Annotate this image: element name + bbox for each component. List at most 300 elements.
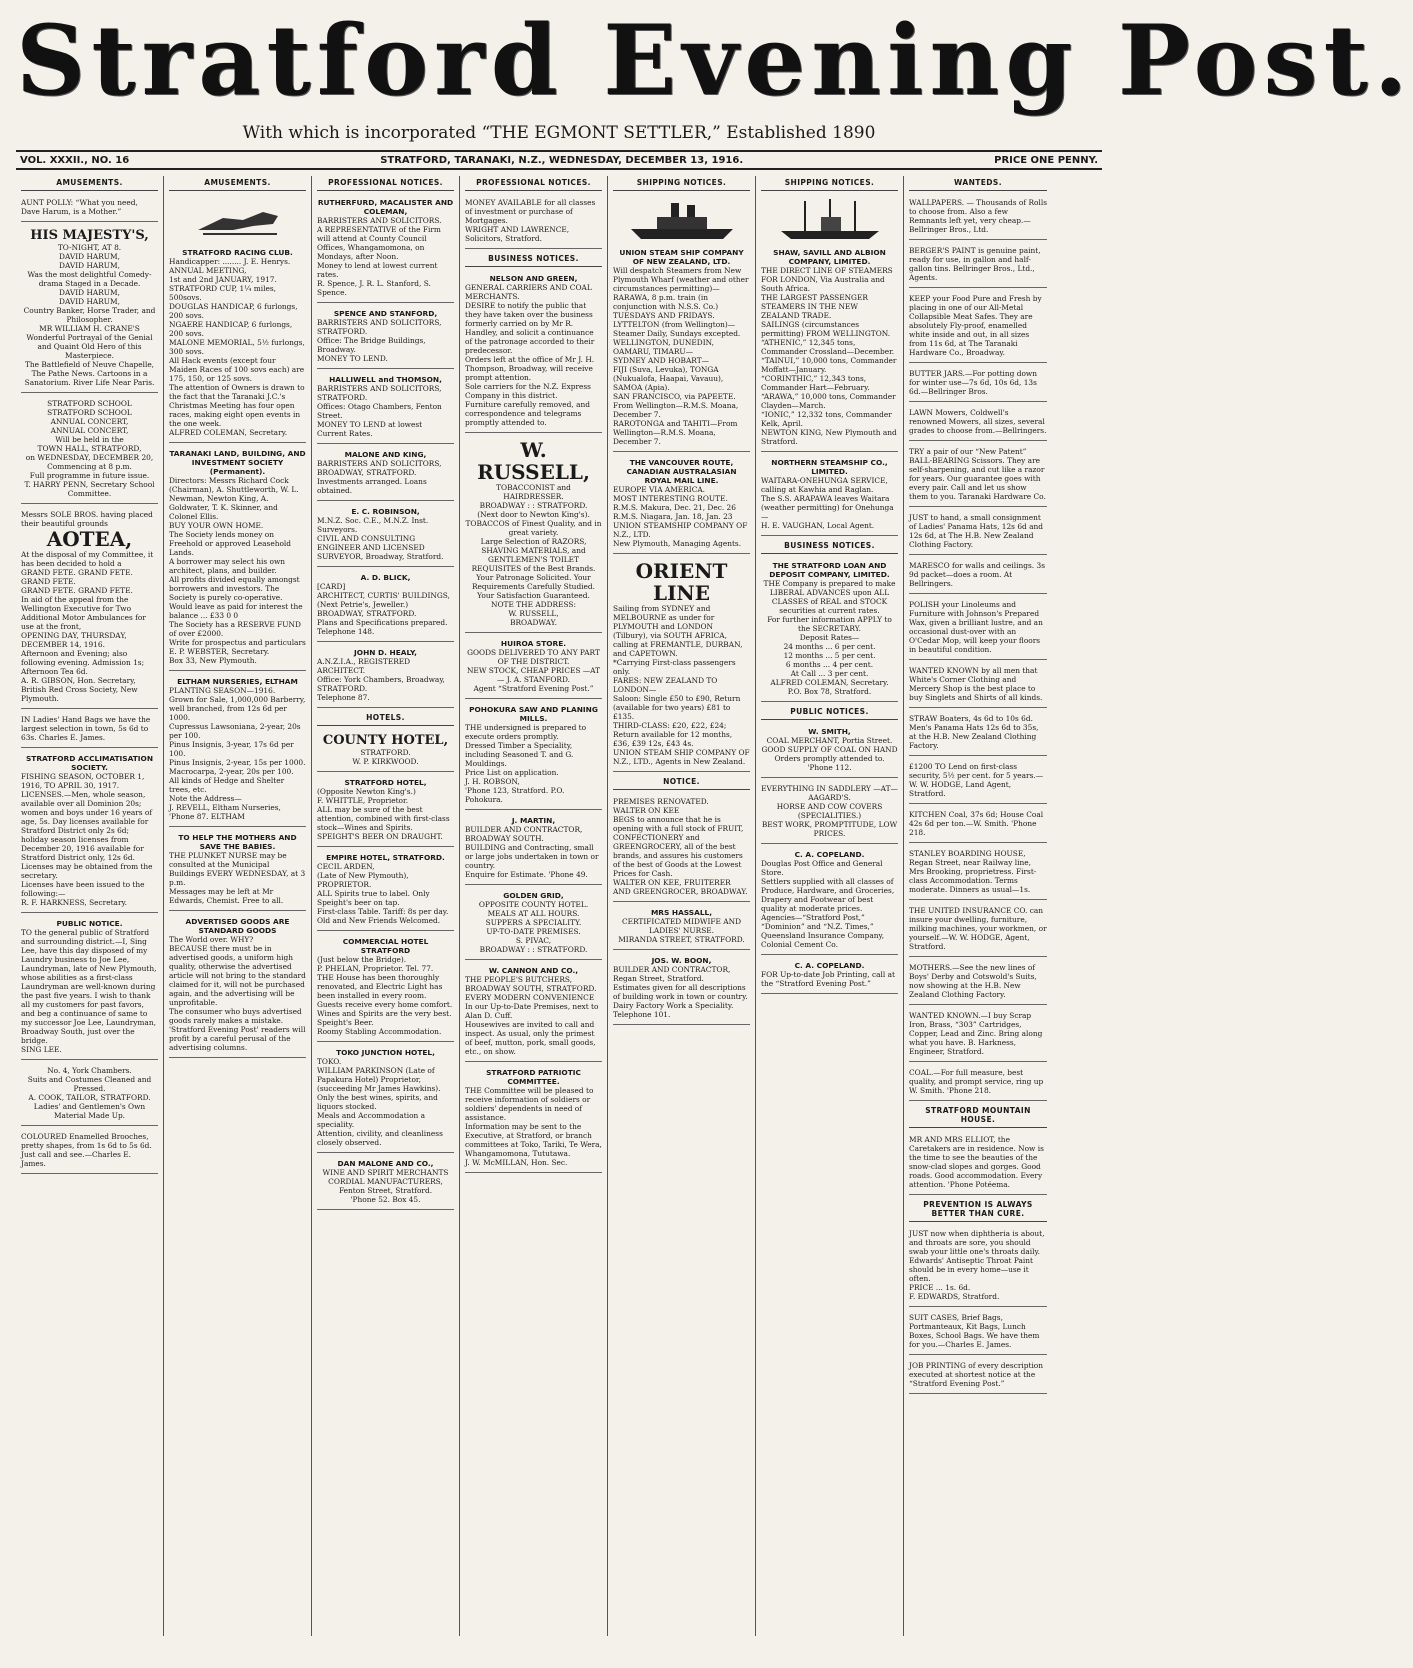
ad-body: [317, 787, 454, 841]
ad-line: Office: York Chambers, Broadway, STRATFORD.: [317, 675, 445, 693]
ad-line: (Next door to Newton King's).: [477, 510, 590, 519]
wanted-ad: LAWN Mowers, Coldwell's renowned Mowers, all sizes, several grades to choose from.—Bellringers.: [909, 405, 1047, 441]
ad-line: LICENSES.—Men, whole season, available over all Dominion 20s; women and boys under 16 years of age, 5s. Day licenses available for Stratford District only 2s 6d; holiday season licenses from December 20, 1916 available for Stratford District only, 12s 6d. Licenses may be obtained from the secretary.: [21, 790, 153, 880]
ad-line: OPENING DAY, THURSDAY, DECEMBER 14, 1916.: [21, 631, 127, 649]
ad-line: BEGS to announce that he is opening with a full stock of FRUIT, CONFECTIONERY and GREENGROCERY, all of the best brands, and assures his customers of the best of Goods at the Lowest Prices for Cash.: [613, 815, 744, 878]
ad-line: Country Banker, Horse Trader, and Philosopher.: [23, 306, 156, 324]
section-header: SHIPPING NOTICES.: [761, 176, 898, 191]
section-header: PREVENTION IS ALWAYS BETTER THAN CURE.: [909, 1198, 1047, 1222]
ad-line: DAVID HARUM,: [59, 261, 120, 270]
ad-line: ANNUAL CONCERT,: [50, 417, 129, 426]
ad-line: TOWN HALL, STRATFORD,: [37, 444, 142, 453]
ad-line: FIJI (Suva, Levuka), TONGA (Nukualofa, Haapai, Vavauu), SAMOA (Apia).: [613, 365, 724, 392]
ad-line: MONEY TO LEND.: [317, 354, 388, 363]
ad-body: [613, 965, 750, 1019]
ad-line: R.M.S. Makura, Dec. 21, Dec. 26: [613, 503, 736, 512]
section-header: BUSINESS NOTICES.: [761, 539, 898, 554]
ad-line: Dairy Factory Work a Speciality. Telephone 101.: [613, 1001, 734, 1019]
ad-line: GENERAL CARRIERS AND COAL MERCHANTS.: [465, 283, 592, 301]
ad-line: BROADWAY : : STRATFORD.: [479, 945, 588, 954]
ad-line: Note the Address—: [169, 794, 242, 803]
ad-line: 'Phone 87. ELTHAM: [169, 812, 245, 821]
ad-title: A. D. BLICK,: [360, 573, 411, 582]
ad-line: Agent “Stratford Evening Post.”: [473, 684, 594, 693]
ad-line: (Late of New Plymouth), PROPRIETOR.: [317, 871, 409, 889]
ad-spence-stanford: [317, 306, 454, 369]
ad-line: H. E. VAUGHAN, Local Agent.: [761, 521, 875, 530]
ad-line: At the disposal of my Committee, it has been decided to hold a: [21, 550, 154, 568]
ad-line: THIRD-CLASS: £20, £22, £24; Return available for 12 months, £36, £39 12s, £43 4s.: [613, 721, 733, 748]
ad-line: SPEIGHT'S BEER ON DRAUGHT.: [317, 832, 443, 841]
ad-line: The S.S. ARAPAWA leaves Waitara (weather permitting) for Onehunga—: [761, 494, 894, 521]
sailing-ship-icon: [761, 195, 898, 245]
ad-hassall: [613, 905, 750, 950]
ad-line: P.O. Box 78, Stratford.: [787, 687, 872, 696]
ad-line: BUY YOUR OWN HOME.: [169, 521, 264, 530]
ad-line: DAVID HARUM,: [59, 252, 120, 261]
wanted-items: [909, 195, 1047, 1101]
ad-line: Messages may be left at Mr Edwards, Chemist. Free to all.: [169, 887, 284, 905]
ad-intro: [21, 510, 158, 528]
ad-line: All Hack events (except four Maiden Races of 100 sovs each) are 175, 150, or 125 sovs.: [169, 356, 305, 383]
ad-line: 1st and 2nd JANUARY, 1917.: [169, 275, 277, 284]
ad-tailor: [21, 1063, 158, 1126]
ad-line: GRAND FETE.: [21, 577, 76, 586]
wanted-ad: BERGER'S PAINT is genuine paint, ready for use, in gallon and half-gallon tins. Bellringer Bros., Ltd., Agents.: [909, 243, 1047, 288]
ad-line: STRATFORD CUP, 1¼ miles, 500sovs.: [169, 284, 276, 302]
ad-title: STRATFORD RACING CLUB.: [182, 248, 293, 257]
ad-line: TUESDAYS AND FRIDAYS.: [613, 311, 715, 320]
ad-public-notice: [21, 916, 158, 1060]
ad-line: A. R. GIBSON, Hon. Secretary, British Red Cross Society, New Plymouth.: [21, 676, 138, 703]
wanted-ad: WALLPAPERS. — Thousands of Rolls to choose from. Also a few Remnants left yet, very cheap.—Bellringer Bros., Ltd.: [909, 195, 1047, 240]
section-header: BUSINESS NOTICES.: [465, 252, 602, 267]
ad-body: [317, 1168, 454, 1204]
ad-body: [317, 955, 454, 1036]
ad-body: [761, 476, 898, 530]
ad-line: WRIGHT AND LAWRENCE, Solicitors, Stratford.: [465, 225, 570, 243]
section-header: SHIPPING NOTICES.: [613, 176, 750, 191]
ad-line: AUNT POLLY: “What you need, Dave Harum, is a Mother.”: [21, 198, 138, 216]
ad-title: THE STRATFORD LOAN AND DEPOSIT COMPANY, LIMITED.: [769, 561, 890, 579]
ad-line: The Battlefield of Neuve Chapelle, The Pathe News. Cartoons in a Sanatorium. River Life Near Paris.: [24, 360, 155, 387]
ad-line: THE House has been thoroughly renovated, and Electric Light has been installed in every room. Guests receive every home comfort.: [317, 973, 453, 1009]
ad-line: *Carrying First-class passengers only.: [613, 658, 736, 676]
column-1: [16, 176, 164, 1636]
column-6: [756, 176, 904, 1636]
wanted-ad: TRY a pair of our “New Patent” BALL-BEARING Scissors. They are self-sharpening, and cut like a razor for years. Our guarantee goes with every pair. Call and let us show them to you. Taranaki Hardware Co.: [909, 444, 1047, 507]
ad-line: BECAUSE there must be in advertised goods, a uniform high quality, otherwise the advertised article will not bring to the standard claimed for it, will not be purchased again, and the advertising will be unprofitable.: [169, 944, 306, 1007]
ad-line: Pinus Insignis, 2-year, 15s per 1000.: [169, 758, 306, 767]
ad-title: DAN MALONE AND CO.,: [337, 1159, 434, 1168]
ad-line: THE Company is prepared to make: [763, 579, 896, 588]
ad-title: POHOKURA SAW AND PLANING MILLS.: [469, 705, 598, 723]
ad-line: The attention of Owners is drawn to the fact that the Taranaki J.C.'s Christmas Meeting has four open races, making eight open events in the one week.: [169, 383, 305, 428]
ad-title: ADVERTISED GOODS ARE STANDARD GOODS: [185, 917, 290, 935]
ad-line: THE DIRECT LINE OF STEAMERS FOR LONDON, Via Australia and South Africa.: [761, 266, 893, 293]
ad-line: UNION STEAMSHIP COMPANY OF N.Z., LTD.: [613, 521, 748, 539]
wanted-ad: £1200 TO Lend on first-class security, 5½ per cent. for 5 years.—W. W. HODGE, Land Agent, Stratford.: [909, 759, 1047, 804]
ad-title: THE VANCOUVER ROUTE, CANADIAN AUSTRALASIAN ROYAL MAIL LINE.: [626, 458, 737, 485]
ad-county-hotel: [317, 730, 454, 772]
ad-line: A borrower may select his own architect, plans, and builder.: [169, 557, 286, 575]
ad-line: Would leave as paid for interest the balance ... £33 0 0: [169, 602, 303, 620]
ad-line: “TAINUI,” 10,000 tons, Commander Moffatt—January.: [761, 356, 897, 374]
ad-line: WAITARA-ONEHUNGA SERVICE, calling at Kawhia and Raglan.: [761, 476, 888, 494]
ad-title: TO HELP THE MOTHERS AND SAVE THE BABIES.: [178, 833, 297, 851]
ad-line: BUILDER AND CONTRACTOR, Regan Street, Stratford.: [613, 965, 731, 983]
ad-line: Offices: Otago Chambers, Fenton Street.: [317, 402, 442, 420]
ad-title: C. A. COPELAND.: [794, 850, 865, 859]
ad-line: DESIRE to notify the public that they have taken over the business formerly carried on by Mr R. Handley, and solicit a continuance of the patronage accorded to their predecessor.: [465, 301, 595, 355]
ad-line: No. 4, York Chambers.: [47, 1066, 132, 1075]
ad-line: FOR Up-to-date Job Printing, call at the “Stratford Evening Post.”: [761, 970, 895, 988]
ad-body: [317, 657, 454, 702]
ad-his-majestys: [21, 225, 158, 393]
ad-line: First-class Table. Tariff: 8s per day. Old and New Friends Welcomed.: [317, 907, 449, 925]
ad-body: [21, 772, 158, 907]
wanted-ad: STANLEY BOARDING HOUSE, Regan Street, near Railway line, Mrs Brooking, proprietress. First-class Accommodation. Terms moderate. Dinners as usual—1s.: [909, 846, 1047, 900]
ad-boon: [613, 953, 750, 1025]
ad-line: Sailing from SYDNEY and MELBOURNE as under for PLYMOUTH and LONDON (Tilbury), via SOUTH AFRICA, calling at FREMANTLE, DURBAN, and CAPETOWN.: [613, 604, 743, 658]
ad-body: [169, 476, 306, 665]
ad-title: STRATFORD ACCLIMATISATION SOCIETY.: [25, 754, 154, 772]
ad-line: Licenses have been issued to the following:—: [21, 880, 145, 898]
ad-line: Agencies—“Stratford Post,” “Dominion” and “N.Z. Times,” Queensland Insurance Company, Colonial Cement Co.: [761, 913, 885, 949]
ad-big-title: AOTEA,: [46, 527, 133, 551]
ad-title: COMMERCIAL HOTEL STRATFORD: [342, 937, 429, 955]
ad-line: PREMISES RENOVATED.: [613, 797, 709, 806]
ad-job-printing: [761, 958, 898, 994]
ad-racing-club: [169, 245, 306, 443]
ad-line: ARCHITECT, CURTIS' BUILDINGS, (Next Petrie's, Jeweller.) BROADWAY, STRATFORD.: [317, 591, 450, 618]
ad-line: J. REVELL, Eltham Nurseries,: [169, 803, 281, 812]
ad-line: Commencing at 8 p.m.: [47, 462, 132, 471]
ad-blick: [317, 570, 454, 642]
column-2: [164, 176, 312, 1636]
ad-title: NORTHERN STEAMSHIP CO., LIMITED.: [771, 458, 888, 476]
section-header: NOTICE.: [613, 775, 750, 790]
ad-line: Full programme in future issue.: [29, 471, 150, 480]
wanted-ad: WANTED KNOWN by all men that White's Corner Clothing and Mercery Shop is the best place to buy Singlets and Shirts of all kinds.: [909, 663, 1047, 708]
ad-line: 24 months ... 6 per cent.: [783, 642, 876, 651]
ad-line: HORSE AND COW COVERS (SPECIALITIES.): [776, 802, 883, 820]
ad-line: THE Committee will be pleased to receive information of soldiers or soldiers' dependents in need of assistance.: [465, 1086, 594, 1122]
ad-diphtheria: [909, 1226, 1047, 1307]
ad-line: BUILDER AND CONTRACTOR, BROADWAY SOUTH.: [465, 825, 583, 843]
ad-brooches: [21, 1129, 158, 1174]
ad-line: MR AND MRS ELLIOT, the Caretakers are in residence. Now is the time to see the beauties of the snow-clad slopes and gorges. Good roads. Good accommodation. Every attention. 'Phone Potéema.: [909, 1135, 1044, 1189]
ad-line: 'Phone 123, Stratford. P.O. Pohokura.: [465, 786, 565, 804]
ad-line: Estimates given for all descriptions of building work in town or country.: [613, 983, 748, 1001]
ad-line: EUROPE VIA AMERICA.: [613, 485, 706, 494]
ad-line: Orders promptly attended to.: [774, 754, 885, 763]
ad-line: “ARAWA,” 10,000 tons, Commander Clayden—March.: [761, 392, 896, 410]
ad-line: Housewives are invited to call and inspect. As usual, only the primest of beef, mutton, pork, small goods, etc., on show.: [465, 1020, 596, 1056]
ad-line: A. COOK, TAILOR, STRATFORD.: [28, 1093, 151, 1102]
ad-line: Money to lend at lowest current rates.: [317, 261, 438, 279]
ad-body: [317, 516, 454, 561]
column-5: [608, 176, 756, 1636]
ad-malone-king: [317, 447, 454, 501]
ad-line: BROADWAY : : STRATFORD.: [479, 501, 588, 510]
ad-acclimatisation: [21, 751, 158, 913]
ad-line: 6 months ... 4 per cent.: [785, 660, 874, 669]
ad-rutherfurd: [317, 195, 454, 303]
ad-line: MIRANDA STREET, STRATFORD.: [618, 935, 745, 944]
ad-big-title: ORIENT LINE: [635, 559, 728, 605]
ad-title: STRATFORD HOTEL,: [344, 778, 427, 787]
ad-line: [CARD]: [317, 582, 346, 591]
ad-mountain-house: [909, 1132, 1047, 1195]
ad-line: GRAND FETE. GRAND FETE.: [21, 568, 133, 577]
ad-line: Box 33, New Plymouth.: [169, 656, 257, 665]
ad-line: Was the most delightful Comedy-drama Staged in a Decade.: [27, 270, 152, 288]
ad-line: Plans and Specifications prepared. Telephone 148.: [317, 618, 448, 636]
ad-line: In aid of the appeal from the Wellington Executive for Two Additional Motor Ambulances for use at the front,: [21, 595, 146, 631]
ad-line: The World over. WHY?: [169, 935, 254, 944]
ad-line: Price List on application.: [465, 768, 559, 777]
section-header: AMUSEMENTS.: [21, 176, 158, 191]
ad-title: HIS MAJESTY'S,: [30, 228, 149, 243]
ad-line: T. HARRY PENN, Secretary School Committee.: [24, 480, 155, 498]
ad-line: Dressed Timber a Speciality, including Seasoned T. and G. Mouldings.: [465, 741, 574, 768]
ad-line: Deposit Rates—: [799, 633, 860, 642]
wanted-ad: THE UNITED INSURANCE CO. can insure your dwelling, furniture, milking machines, your workmen, or yourself.—W. W. HODGE, Agent, Stratford.: [909, 903, 1047, 957]
wanted-ad: MOTHERS.—See the new lines of Boys' Derby and Cotswold's Suits, now showing at the H.B. New Zealand Clothing Factory.: [909, 960, 1047, 1005]
ad-title: RUTHERFURD, MACALISTER AND COLEMAN,: [317, 198, 454, 216]
ad-line: New Plymouth, Managing Agents.: [613, 539, 742, 548]
ad-line: MALONE MEMORIAL, 5½ furlongs, 300 sovs.: [169, 338, 305, 356]
ad-line: For further information APPLY to the SECRETARY.: [767, 615, 892, 633]
ad-big-title: W. RUSSELL,: [477, 438, 590, 484]
ad-line: ALL Spirits true to label. Only Speight's beer on tap.: [317, 889, 430, 907]
ad-line: THE PEOPLE'S BUTCHERS,: [465, 975, 573, 984]
ad-dan-malone: [317, 1156, 454, 1210]
ad-golden-grid: [465, 888, 602, 960]
ad-w-smith: [761, 724, 898, 778]
ad-aunt-polly: [21, 195, 158, 222]
wanted-items-2: [909, 1310, 1047, 1394]
ad-line: TOKO.: [317, 1057, 342, 1066]
ad-line: RAROTONGA and TAHITI—From Wellington—R.M.S. Moana, December 7.: [613, 419, 738, 446]
ad-line: Pinus Insignis, 3-year, 17s 6d per 100.: [169, 740, 294, 758]
ad-body: [21, 550, 158, 703]
ad-title: TARANAKI LAND, BUILDING, AND INVESTMENT SOCIETY (Permanent).: [169, 449, 306, 476]
ad-title: JOS. W. BOON,: [651, 956, 712, 965]
ad-line: BUILDING and Contracting, small or large jobs undertaken in town or country.: [465, 843, 599, 870]
folio-line: [16, 150, 1102, 170]
columns: [16, 176, 1102, 1636]
ad-title: W. SMITH,: [808, 727, 851, 736]
ad-line: BROADWAY.: [510, 618, 557, 627]
ad-martin: [465, 813, 602, 885]
ad-line: Cupressus Lawsoniana, 2-year, 20s per 100.: [169, 722, 301, 740]
steamship-icon: [613, 195, 750, 245]
ad-line: THE LARGEST PASSENGER STEAMERS IN THE NEW ZEALAND TRADE.: [761, 293, 868, 320]
ad-line: Edwards' Antiseptic Throat Paint should be in every home—use it often.: [909, 1256, 1033, 1283]
section-header: HOTELS.: [317, 711, 454, 726]
ad-line: STRATFORD SCHOOL: [47, 408, 132, 417]
ad-body: [613, 917, 750, 944]
ad-nelson-green: [465, 271, 602, 433]
wanted-ad: STRAW Boaters, 4s 6d to 10s 6d. Men's Panama Hats 12s 6d to 35s, at the H.B. New Zealand Clothing Factory.: [909, 711, 1047, 756]
ad-body: [465, 825, 602, 879]
ad-loan-deposit: [761, 558, 898, 702]
ad-line: Will despatch Steamers from New Plymouth Wharf (weather and other circumstances permitting)—: [613, 266, 749, 293]
ad-body: [761, 859, 898, 949]
ad-empire-hotel: [317, 850, 454, 931]
wanted-ad: JOB PRINTING of every description executed at shortest notice at the “Stratford Evening Post.”: [909, 1358, 1047, 1394]
ad-healy: [317, 645, 454, 708]
ad-line: ALL may be sure of the best attention, combined with first-class stock—Wines and Spirits.: [317, 805, 450, 832]
ad-title: GOLDEN GRID,: [503, 891, 564, 900]
ad-line: The Society has a RESERVE FUND of over £2000.: [169, 620, 301, 638]
wanted-ad: COAL.—For full measure, best quality, and prompt service, ring up W. Smith. 'Phone 218.: [909, 1065, 1047, 1101]
section-header: STRATFORD MOUNTAIN HOUSE.: [909, 1104, 1047, 1128]
ad-line: A REPRESENTATIVE of the Firm will attend at County Council Offices, Whangamomona, on Mondays, after Noon.: [317, 225, 441, 261]
ad-line: ALFRED COLEMAN, Secretary.: [169, 428, 288, 437]
ad-union-steam-ship: [613, 245, 750, 452]
section-header: AMUSEMENTS.: [169, 176, 306, 191]
wanted-ad: BUTTER JARS.—For potting down for winter use—7s 6d, 10s 6d, 13s 6d.—Bellringer Bros.: [909, 366, 1047, 402]
ad-line: “IONIC,” 12,332 tons, Commander Kelk, April.: [761, 410, 892, 428]
section-header: PROFESSIONAL NOTICES.: [317, 176, 454, 191]
ad-line: ANNUAL CONCERT,: [50, 426, 129, 435]
wanted-ad: SUIT CASES, Brief Bags, Portmanteaux, Kit Bags, Lunch Boxes, School Bags. We have them for you.—Charles E. James.: [909, 1310, 1047, 1355]
ad-line: CECIL ARDEN,: [317, 862, 375, 871]
ad-title: SHAW, SAVILL AND ALBION COMPANY, LIMITED.: [773, 248, 886, 266]
incorporation-line: With which is incorporated “THE EGMONT SETTLER,” Established 1890: [242, 123, 876, 143]
ad-line: RARAWA, 8 p.m. train (in conjunction with N.S.S. Co.): [613, 293, 719, 311]
ad-title: C. A. COPELAND.: [794, 961, 865, 970]
column-4: [460, 176, 608, 1636]
ad-aotea-fete: [21, 507, 158, 709]
ad-pohokura-mills: [465, 702, 602, 810]
ad-line: Office: The Bridge Buildings, Broadway.: [317, 336, 426, 354]
ad-line: MR WILLIAM H. CRANE'S Wonderful Portrayal of the Genial and Quaint Old Hero of this Masterpiece.: [26, 324, 153, 360]
masthead-title: Stratford Evening Post.: [16, 4, 1413, 117]
ad-body: [21, 928, 158, 1054]
ad-line: S. PIVAC,: [515, 936, 552, 945]
ad-line: TOBACCOS of Finest Quality, and in great variety.: [465, 519, 602, 537]
ad-body: [761, 736, 898, 772]
ad-line: STRATFORD.: [360, 748, 411, 757]
ad-line: TO the general public of Stratford and surrounding district.—I, Sing Lee, have this day disposed of my Laundry business to Joe Lee, Laundryman, late of New Plymouth, whose abilities as a first-class Laundryman are well-known during the past five years. I wish to thank all my customers for past favors, and beg a continuance of same to my successor Joe Lee, Laundryman, Broadway South, just over the bridge.: [21, 928, 157, 1045]
ad-line: A.N.Z.I.A., REGISTERED ARCHITECT.: [317, 657, 411, 675]
ad-nurseries: [169, 674, 306, 827]
ad-title: HUIROA STORE.: [500, 639, 567, 648]
ad-toko-hotel: [317, 1045, 454, 1153]
ad-line: “CORINTHIC,” 12,343 tons, Commander Hart—February.: [761, 374, 870, 392]
ad-line: SAN FRANCISCO, via PAPEETE. From Wellington—R.M.S. Moana, December 7.: [613, 392, 739, 419]
ad-body: [317, 459, 454, 495]
ad-title: MRS HASSALL,: [650, 908, 713, 917]
ad-cannon: [465, 963, 602, 1062]
ad-line: LYTTELTON (from Wellington)—Steamer Daily, Sundays excepted.: [613, 320, 741, 338]
ad-line: 12 months ... 5 per cent.: [783, 651, 876, 660]
ad-line: J. H. ROBSON,: [465, 777, 520, 786]
ad-line: All kinds of Hedge and Shelter trees, etc.: [169, 776, 285, 794]
ad-title: W. CANNON AND CO.,: [488, 966, 579, 975]
ad-halliwell: [317, 372, 454, 444]
ad-line: THE undersigned is prepared to execute orders promptly.: [465, 723, 587, 741]
ad-line: E. P. WEBSTER, Secretary.: [169, 647, 270, 656]
ad-title: E. C. ROBINSON,: [351, 507, 420, 516]
column-7: [904, 176, 1052, 1636]
section-header: WANTEDS.: [909, 176, 1047, 191]
ad-body: [465, 1086, 602, 1167]
ad-line: (Opposite Newton King's.): [317, 787, 416, 796]
ad-orient-line: [613, 557, 750, 772]
ad-line: BARRISTERS AND SOLICITORS.: [317, 216, 442, 225]
ad-commercial-hotel: [317, 934, 454, 1042]
ad-line: CORDIAL MANUFACTURERS, Fenton Street, Stratford.: [328, 1177, 443, 1195]
ad-line: TO-NIGHT, AT 8.: [57, 243, 122, 252]
ad-line: ANNUAL MEETING,: [169, 266, 247, 275]
wanted-ad: MARESCO for walls and ceilings. 3s 9d packet—does a room. At Bellringers.: [909, 558, 1047, 594]
ad-line: SAILINGS (circumstances permitting) FROM WELLINGTON.: [761, 320, 891, 338]
horse-race-icon: [169, 195, 306, 245]
ad-school-concert: [21, 396, 158, 504]
ad-line: GOODS DELIVERED TO ANY PART OF THE DISTRICT.: [467, 648, 600, 666]
ad-line: Only the best wines, spirits, and liquors stocked.: [317, 1093, 438, 1111]
ad-body: [465, 975, 602, 1056]
ad-title: EMPIRE HOTEL, STRATFORD.: [326, 853, 445, 862]
ad-copeland: [761, 847, 898, 955]
ad-line: Will be held in the: [55, 435, 124, 444]
ad-line: R. Spence, J. R. L. Stanford, S. Spence.: [317, 279, 431, 297]
volume-number: VOL. XXXII., NO. 16: [20, 154, 130, 166]
ad-line: DAVID HARUM,: [59, 297, 120, 306]
ad-body: [613, 266, 750, 446]
ad-body: [317, 318, 454, 363]
ad-robinson: [317, 504, 454, 567]
ad-line: F. EDWARDS, Stratford.: [909, 1292, 1000, 1301]
ad-line: Ladies' and Gentlemen's Own Material Made Up.: [33, 1102, 146, 1120]
section-header: PROFESSIONAL NOTICES.: [465, 176, 602, 191]
ad-line: WALTER ON KEE, FRUITERER AND GREENGROCER, BROADWAY.: [613, 878, 748, 896]
ad-line: Douglas Post Office and General Store.: [761, 859, 883, 877]
ad-wright-lawrence: [465, 195, 602, 249]
wanted-ad: JUST to hand, a small consignment of Ladies' Panama Hats, 12s 6d and 12s 6d, at The H.B. New Zealand Clothing Factory.: [909, 510, 1047, 555]
wanted-ad: KEEP your Food Pure and Fresh by placing in one of our All-Metal Collapsible Meat Safes. They are absolutely Fly-proof, enamelled white inside and out, in all sizes from 11s 6d, at The Taranaki Hardware Co., Broadway.: [909, 291, 1047, 363]
ad-line: EVERY MODERN CONVENIENCE In our Up-to-Date Premises, next to Alan D. Cuff.: [465, 993, 599, 1020]
ad-line: EVERYTHING IN SADDLERY —AT—: [761, 784, 898, 793]
ad-line: CIVIL AND CONSULTING ENGINEER AND LICENSED SURVEYOR, Broadway, Stratford.: [317, 534, 444, 561]
ad-body: [169, 686, 306, 821]
ad-line: Furniture carefully removed, and correspondence and telegrams promptly attended to.: [465, 400, 590, 427]
ad-line: R. F. HARKNESS, Secretary.: [21, 898, 128, 907]
ad-line: Investments arranged. Loans obtained.: [317, 477, 427, 495]
ad-title: ELTHAM NURSERIES, ELTHAM: [177, 677, 298, 686]
ad-line: BARRISTERS AND SOLICITORS, BROADWAY, STRATFORD.: [317, 459, 442, 477]
ad-line: UNION STEAM SHIP COMPANY OF N.Z., LTD., Agents in New Zealand.: [613, 748, 750, 766]
ad-line: WALTER ON KEE: [613, 806, 680, 815]
ad-line: THE PLUNKET NURSE may be consulted at the Municipal Buildings EVERY WEDNESDAY, at 3 p.m.: [169, 851, 306, 887]
price: PRICE ONE PENNY.: [994, 154, 1098, 166]
ad-line: Attention, civility, and cleanliness closely observed.: [317, 1129, 443, 1147]
ad-body: [317, 1057, 454, 1147]
ad-hand-bags: [21, 712, 158, 748]
ad-body: [169, 935, 306, 1052]
ad-body: [317, 862, 454, 925]
ad-line: NGAERE HANDICAP, 6 furlongs, 200 sovs.: [169, 320, 293, 338]
ad-line: DAVID HARUM,: [59, 288, 120, 297]
ad-aagards: [761, 781, 898, 844]
ad-line: “ATHENIC,” 12,345 tons, Commander Crossland—December.: [761, 338, 895, 356]
ad-building-society: [169, 446, 306, 671]
